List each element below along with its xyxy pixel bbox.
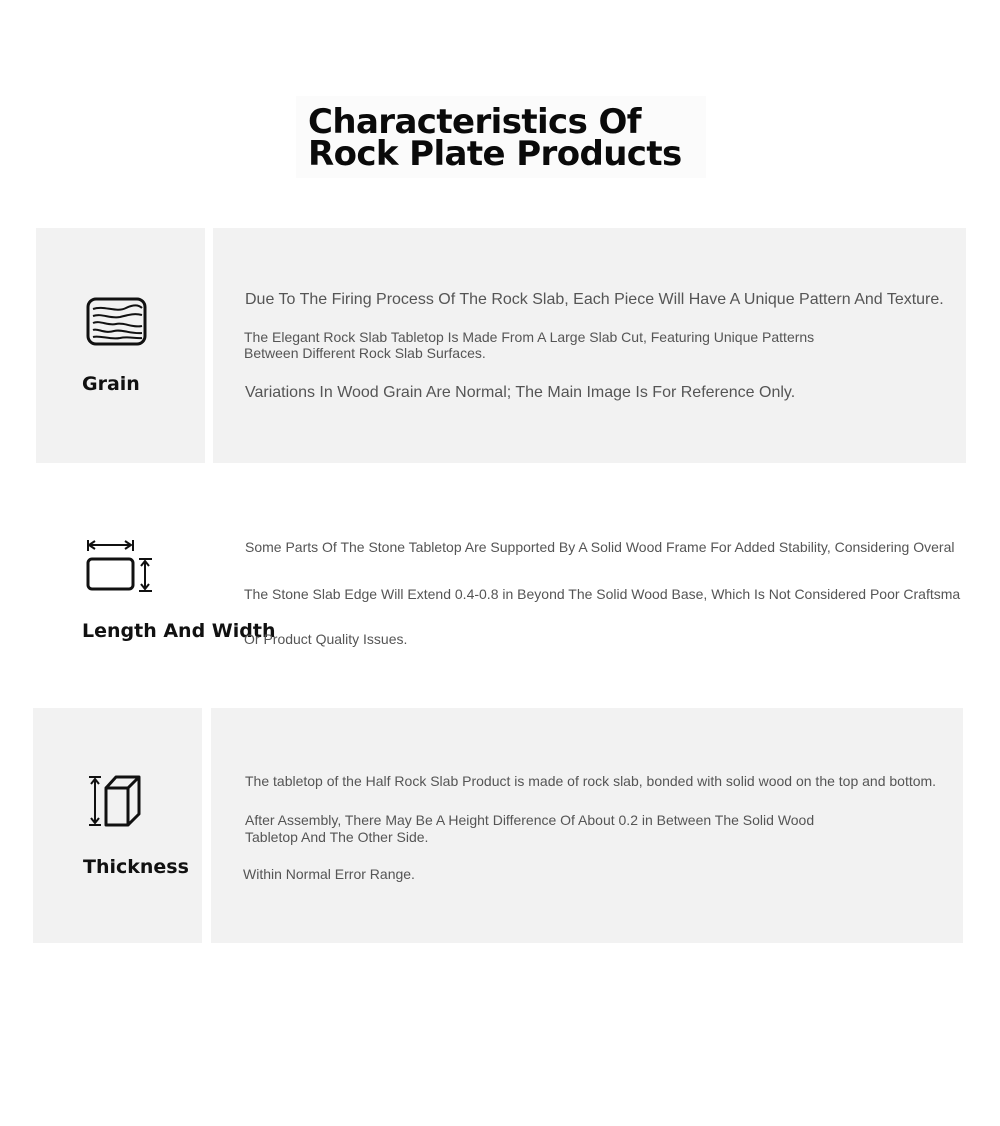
grain-line-2: The Elegant Rock Slab Tabletop Is Made From A Large Slab Cut, Featuring Unique Patterns xyxy=(244,329,815,345)
length-width-line-2: The Stone Slab Edge Will Extend 0.4-0.8 in Beyond The Solid Wood Base, Which Is Not Considered Poor Craftsma xyxy=(244,586,961,602)
page-title xyxy=(308,102,682,174)
thickness-line-4: Within Normal Error Range. xyxy=(243,866,415,882)
grain-line-4: Variations In Wood Grain Are Normal; The Main Image Is For Reference Only. xyxy=(245,384,796,401)
dimensions-icon xyxy=(85,538,157,594)
length-width-line-1: Some Parts Of The Stone Tabletop Are Supported By A Solid Wood Frame For Added Stability, Considering Overal xyxy=(245,539,955,555)
page-title-line-1: Characteristics Of xyxy=(308,102,641,142)
title-block xyxy=(296,96,706,178)
grain-label: Grain xyxy=(82,373,140,395)
page-title-line-2: Rock Plate Products xyxy=(308,134,682,174)
thickness-icon xyxy=(86,774,144,828)
thickness-line-1: The tabletop of the Half Rock Slab Product is made of rock slab, bonded with solid wood on the top and bottom. xyxy=(245,773,937,789)
grain-line-3: Between Different Rock Slab Surfaces. xyxy=(244,345,486,361)
grain-line-1: Due To The Firing Process Of The Rock Slab, Each Piece Will Have A Unique Pattern And Texture. xyxy=(245,291,944,308)
thickness-line-3: Tabletop And The Other Side. xyxy=(245,829,429,845)
length-width-line-3: Or Product Quality Issues. xyxy=(244,631,408,647)
thickness-label: Thickness xyxy=(83,856,189,878)
thickness-line-2: After Assembly, There May Be A Height Difference Of About 0.2 in Between The Solid Wood xyxy=(245,812,815,828)
wood-grain-icon xyxy=(86,296,148,348)
length-width-label: Length And Width xyxy=(82,620,276,642)
